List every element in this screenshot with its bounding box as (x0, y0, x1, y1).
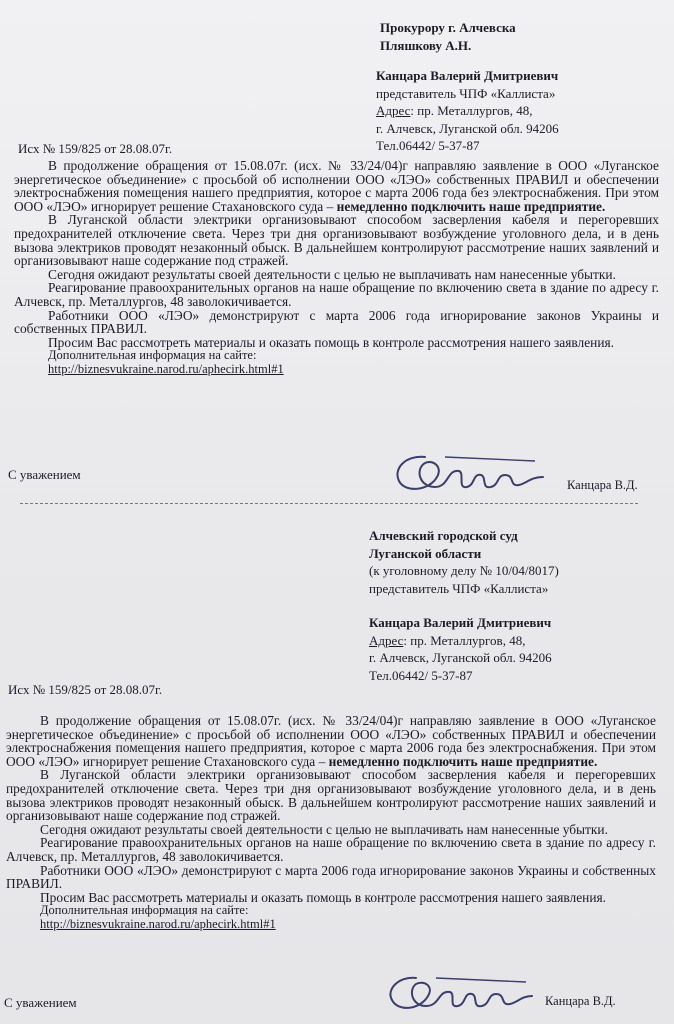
letter2-p1-bold: немедленно подключить наше предприятие. (328, 753, 598, 769)
letter1-paragraph-3: Сегодня ожидают результаты своей деятельности с целью не выплачивать нам нанесенные убытки. (48, 266, 616, 282)
letter1-sender-name: Канцара Валерий Дмитриевич (376, 68, 559, 83)
letter2-recipient-line1: Алчевский городской суд (369, 528, 518, 543)
letter1-paragraph-4: Реагирование правоохранительных органов на наше обращение по включению света в здание по адресу г. Алчевск, пр. Металлургов, 48 заволокичивается. (14, 280, 659, 309)
letter1-sender-block (376, 67, 559, 155)
letter2-address-value: : пр. Металлургов, 48, (403, 632, 526, 648)
letter2-sender-role: представитель ЧПФ «Каллиста» (369, 580, 549, 596)
letter2-address-line1 (369, 632, 552, 650)
letter1-address-label: Адрес (376, 103, 411, 118)
letter2-body (6, 714, 656, 932)
letter2-paragraph-2: В Луганской области электрики организовывают способом засверления кабеля и перегоревших предохранителей отключение света. Через три дня организовывают возбуждение уголовного дела, и в день вызова электриков проводят незаконный обыск. В дальнейшем контролируют рассмотрение наших заявлений и организовывают наше содержание под стражей. (6, 767, 656, 824)
letter2-sign-name: Канцара В.Д. (545, 994, 616, 1008)
letter1-paragraph-6: Просим Вас рассмотреть материалы и оказать помощь в контроле рассмотрения нашего заявления. (48, 334, 615, 350)
letter1-phone: Тел.06442/ 5-37-87 (376, 138, 480, 153)
letter2-info-link[interactable]: http://biznesvukraine.narod.ru/aphecirk.html#1 (40, 916, 276, 931)
letter2-sender-name: Канцара Валерий Дмитриевич (369, 615, 552, 630)
letter1-address-line1 (376, 102, 559, 120)
letter2-info-label: Дополнительная информация на сайте: (40, 903, 249, 918)
letter2-address-label: Адрес (369, 632, 404, 648)
letter1-info-link[interactable]: http://biznesvukraine.narod.ru/aphecirk.html#1 (48, 361, 284, 376)
letter2-address-line2: г. Алчевск, Луганской обл. 94206 (369, 650, 552, 665)
letter1-recipient-block (380, 19, 516, 54)
letter1-paragraph-2: В Луганской области электрики организовывают способом засверления кабеля и перегоревших предохранителей отключение света. Через три дня организовывают возбуждение уголовного дела, и в день вызова электриков проводят незаконный обыск. В дальнейшем контролируют рассмотрение наших заявлений и организовывают наше содержание под стражей. (14, 212, 659, 269)
letter2-paragraph-4: Реагирование правоохранительных органов на наше обращение по включению света в здание по адресу г. Алчевск, пр. Металлургов, 48 заволокичивается. (6, 835, 656, 864)
letter1-p1-text: В продолжение обращения от 15.08.07г. (исх. № 33/24/04)г направляю заявление в ООО «Луганское энергетическое объединение» с просьбой об исполнении ООО «ЛЭО» собственных ПРАВИЛ и обеспечении электроснабжения помещения нашего предприятия, которое с марта 2006 года без электроснабжения. При этом ООО «ЛЭО» игнорирует решение Стахановского суда – (14, 158, 659, 214)
letter2-paragraph-5: Работники ООО «ЛЭО» демонстрируют с марта 2006 года игнорирование законов Украины и собственных ПРАВИЛ. (6, 862, 656, 892)
letter1-p1-bold: немедленно подключить наше предприятие. (336, 198, 606, 214)
letter1-recipient-line2: Пляшкову А.Н. (380, 37, 472, 53)
letter2-outgoing-number: Исх № 159/825 от 28.08.07г. (8, 682, 163, 697)
letter2-paragraph-3: Сегодня ожидают результаты своей деятельности с целью не выплачивать нам нанесенные убытки. (40, 821, 608, 837)
letter1-body (14, 159, 659, 377)
letter2-signature-icon (380, 968, 540, 1020)
letter1-info-label: Дополнительная информация на сайте: (48, 348, 257, 363)
letter1-signature-icon (385, 447, 555, 503)
letter2-recipient-block (369, 527, 559, 597)
letter1-paragraph-5: Работники ООО «ЛЭО» демонстрируют с марта 2006 года игнорирование законов Украины и собственных ПРАВИЛ. (14, 307, 659, 337)
letter1-info-line (48, 363, 659, 377)
letter1-paragraph-1 (14, 159, 659, 213)
letter1-recipient-line1: Прокурору г. Алчевска (380, 20, 516, 35)
letter1-sign-name: Канцара В.Д. (567, 478, 638, 492)
letter1-regards: С уважением (8, 467, 81, 482)
letter1-outgoing-number: Исх № 159/825 от 28.08.07г. (18, 141, 173, 156)
letter2-sender-block (369, 614, 552, 684)
letter2-case-ref: (к уголовному делу № 10/04/8017) (369, 563, 559, 578)
letter2-paragraph-6: Просим Вас рассмотреть материалы и оказать помощь в контроле рассмотрения нашего заявления. (40, 889, 607, 905)
letter1-address-value: : пр. Металлургов, 48, (410, 103, 533, 118)
letter2-regards: С уважением (4, 995, 77, 1010)
letter1-address-line2: г. Алчевск, Луганской обл. 94206 (376, 120, 559, 136)
page-divider (20, 503, 638, 504)
letter2-paragraph-1 (6, 714, 656, 768)
letter2-phone: Тел.06442/ 5-37-87 (369, 667, 473, 683)
letter2-recipient-line2: Луганской области (369, 545, 482, 561)
letter1-sender-role: представитель ЧПФ «Каллиста» (376, 85, 556, 101)
letter2-p1-text: В продолжение обращения от 15.08.07г. (исх. № 33/24/04)г направляю заявление в ООО «Луганское энергетическое объединение» с просьбой об исполнении ООО «ЛЭО» собственных ПРАВИЛ и обеспечении электроснабжения помещения нашего предприятия, которое с марта 2006 года без электроснабжения. При этом ООО «ЛЭО» игнорирует решение Стахановского суда – (6, 713, 656, 769)
letter2-info-line (40, 918, 656, 932)
